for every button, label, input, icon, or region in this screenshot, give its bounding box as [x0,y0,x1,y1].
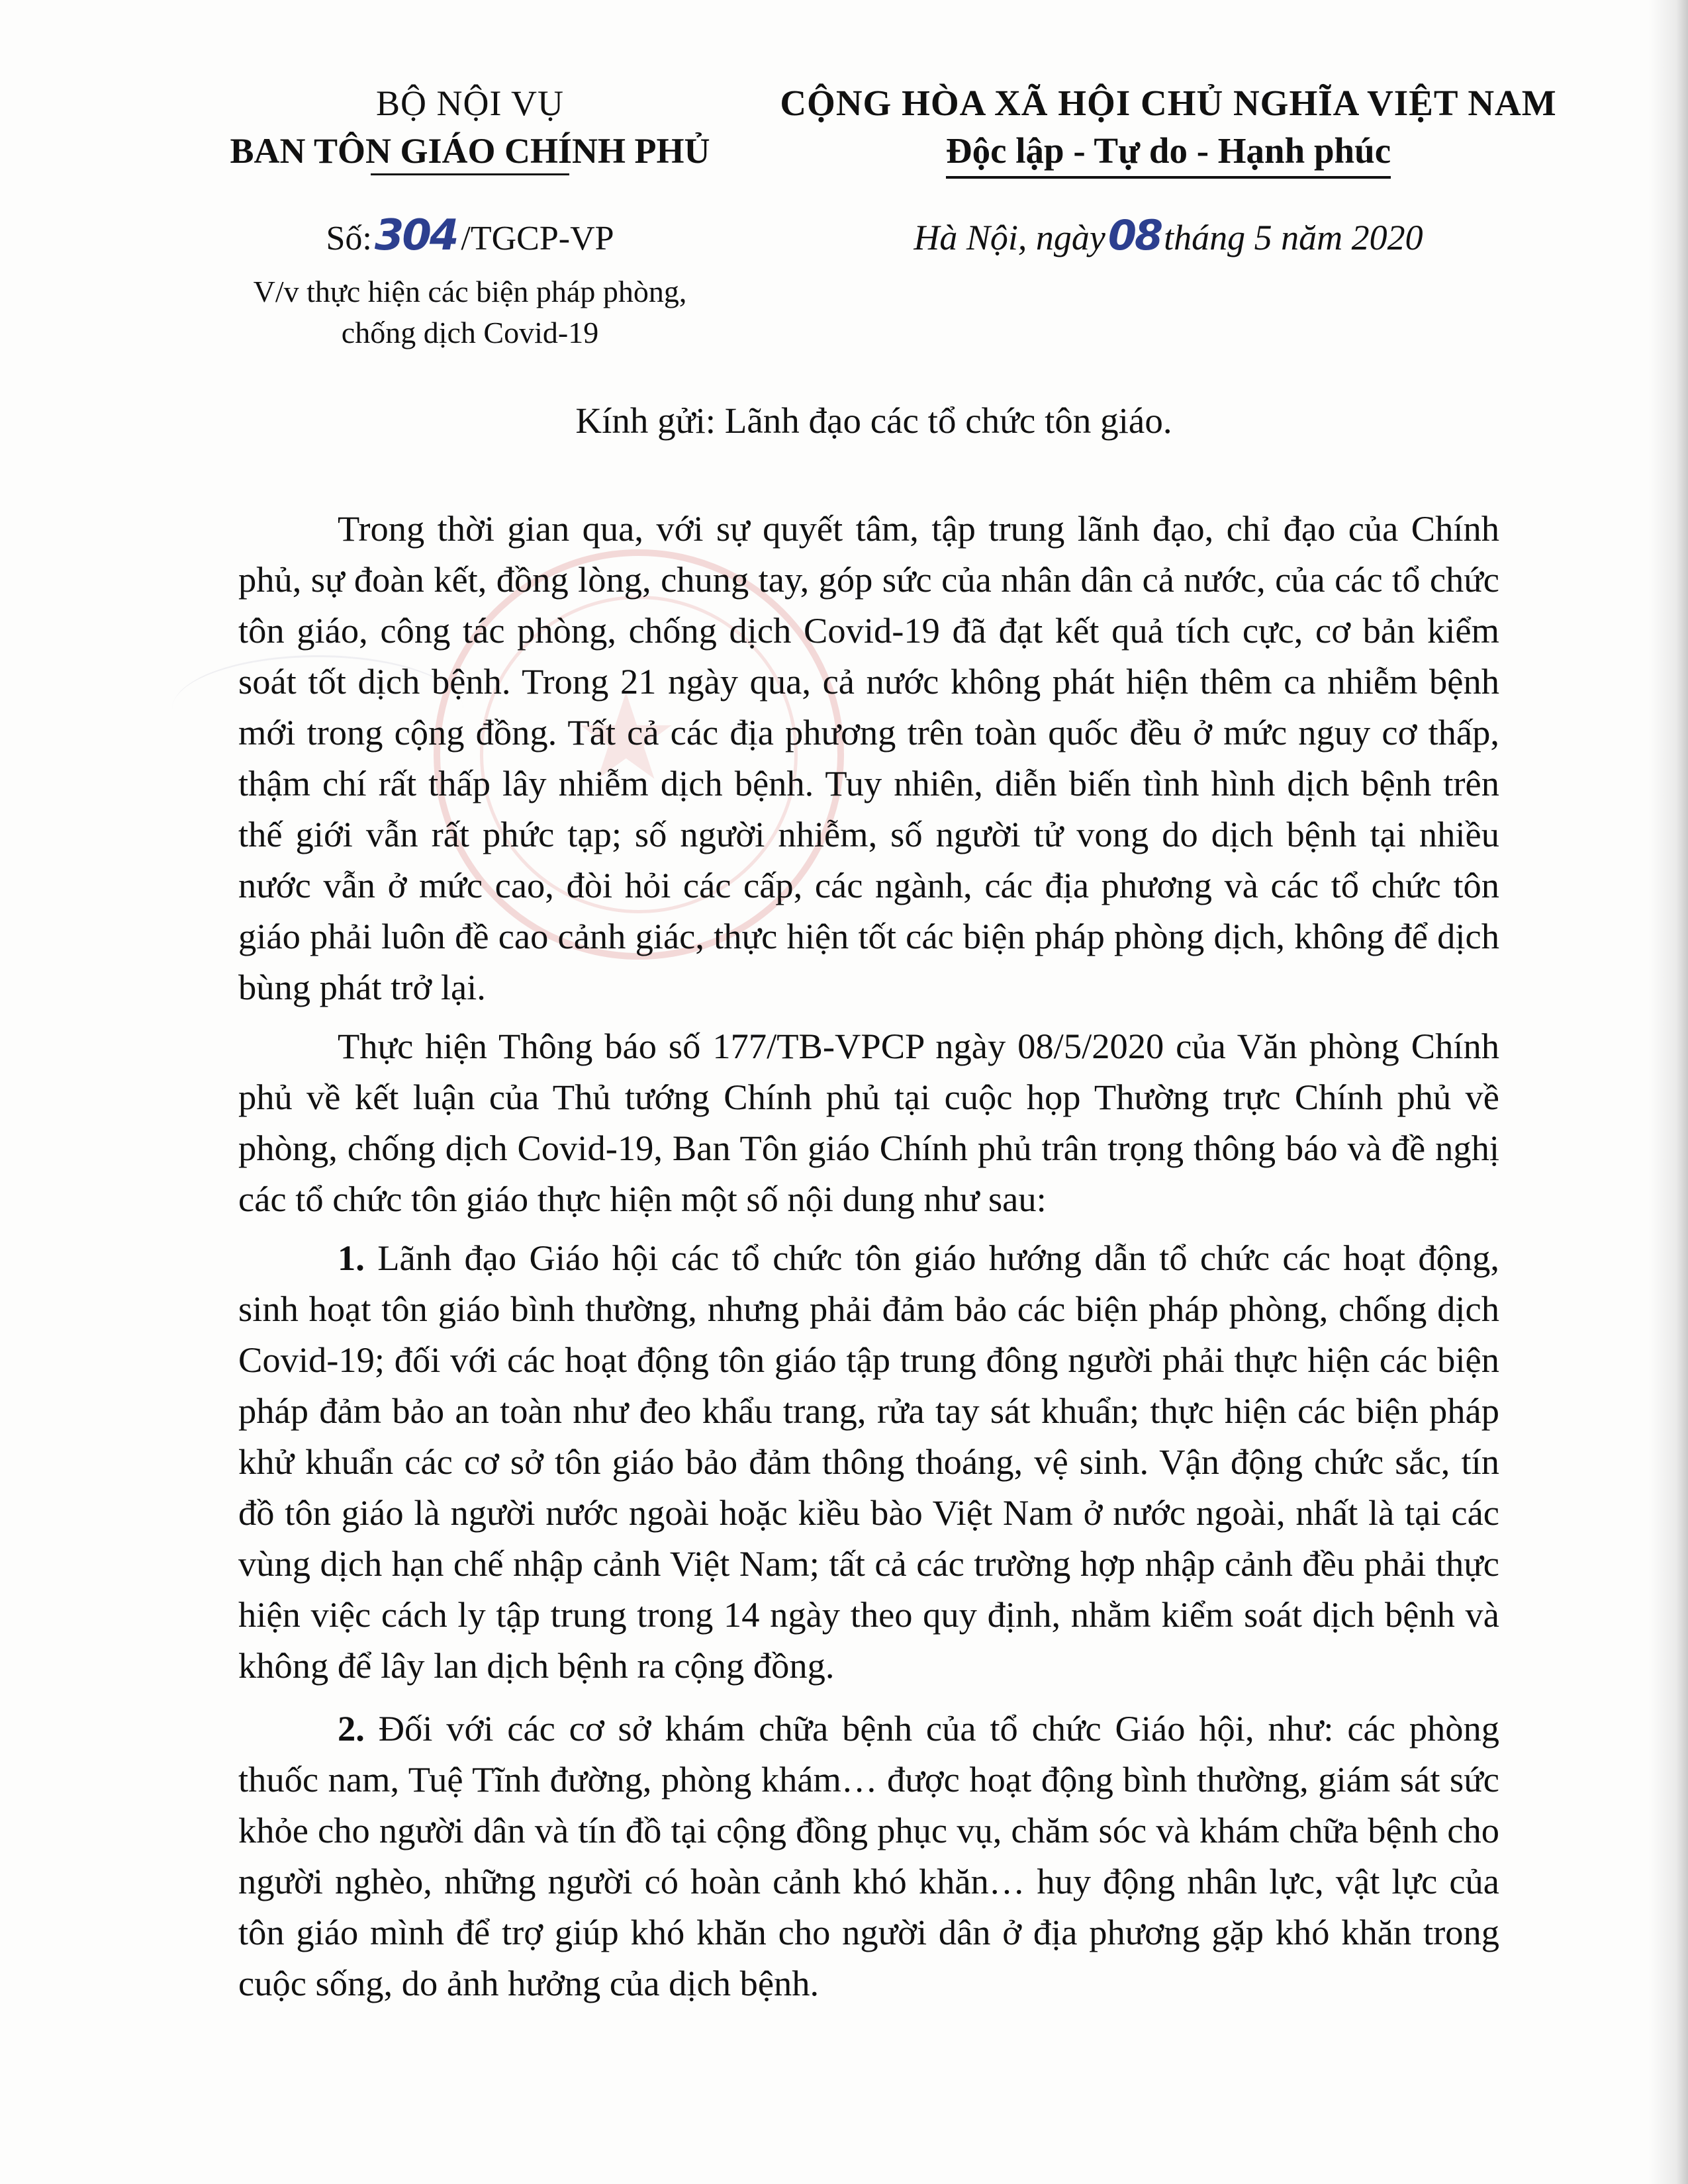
item-1-text: Lãnh đạo Giáo hội các tổ chức tôn giáo hướng dẫn tổ chức các hoạt động, sinh hoạt tôn giáo bình thường, nhưng phải đảm bảo các biện pháp phòng, chống dịch Covid-19; đối với các hoạt động tôn giáo tập trung đông người phải thực hiện các biện pháp đảm bảo an toàn như đeo khẩu trang, rửa tay sát khuẩn; thực hiện các biện pháp khử khuẩn các cơ sở tôn giáo bảo đảm thông thoáng, vệ sinh. Vận động chức sắc, tín đồ tôn giáo là người nước ngoài hoặc kiều bào Việt Nam ở nước ngoài, nhất là tại các vùng dịch hạn chế nhập cảnh Việt Nam; tất cả các trường hợp nhập cảnh đều phải thực hiện việc cách ly tập trung trong 14 ngày theo quy định, nhằm kiểm soát dịch bệnh và không để lây lan dịch bệnh ra cộng đồng. [238,1238,1499,1686]
subject-line-1: V/v thực hiện các biện pháp phòng, [253,275,687,308]
national-motto: Độc lập - Tự do - Hạnh phúc [946,127,1391,179]
document-number-prefix: Số: [326,220,372,257]
date-suffix: tháng 5 năm 2020 [1164,218,1423,257]
document-number [179,212,761,263]
scan-edge-shadow [1648,0,1688,2184]
national-title: CỘNG HÒA XÃ HỘI CHỦ NGHĨA VIỆT NAM [780,83,1557,123]
ministry-name: BỘ NỘI VỤ [375,83,564,123]
letter-body [238,503,1499,2017]
item-1-number: 1. [338,1238,365,1278]
issuing-agency-block [179,79,761,177]
agency-underline [371,173,569,175]
item-2-number: 2. [338,1708,365,1749]
date-day: 08 [1107,211,1162,259]
paragraph-intro: Trong thời gian qua, với sự quyết tâm, tập trung lãnh đạo, chỉ đạo của Chính phủ, sự đoàn kết, đồng lòng, chung tay, góp sức của nhân dân cả nước, của các tổ chức tôn giáo, công tác phòng, chống dịch Covid-19 đã đạt kết quả tích cực, cơ bản kiểm soát tốt dịch bệnh. Trong 21 ngày qua, cả nước không phát hiện thêm ca nhiễm bệnh mới trong cộng đồng. Tất cả các địa phương trên toàn quốc đều ở mức nguy cơ thấp, thậm chí rất thấp lây nhiễm dịch bệnh. Tuy nhiên, diễn biến tình hình dịch bệnh trên thế giới vẫn rất phức tạp; số người nhiễm, số người tử vong do dịch bệnh tại nhiều nước vẫn ở mức cao, đòi hỏi các cấp, các ngành, các địa phương và các tổ chức tôn giáo phải luôn đề cao cảnh giác, thực hiện tốt các biện pháp phòng dịch, không để dịch bùng phát trở lại. [238,508,1499,1007]
document-subject [179,271,761,353]
salutation: Kính gửi: Lãnh đạo các tổ chức tôn giáo. [575,400,1172,441]
date-prefix: Hà Nội, ngày [914,218,1105,257]
paragraph-basis: Thực hiện Thông báo số 177/TB-VPCP ngày 08/5/2020 của Văn phòng Chính phủ về kết luận của Thủ tướng Chính phủ tại cuộc họp Thường trực Chính phủ về phòng, chống dịch Covid-19, Ban Tôn giáo Chính phủ trân trọng thông báo và đề nghị các tổ chức tôn giáo thực hiện một số nội dung như sau: [238,1026,1499,1219]
national-title-block [761,79,1575,179]
document-number-value: 304 [374,211,457,260]
paragraph-item-2 [238,1703,1499,2009]
item-2-text: Đối với các cơ sở khám chữa bệnh của tổ chức Giáo hội, như: các phòng thuốc nam, Tuệ Tĩnh đường, phòng khám… được hoạt động bình thường, giám sát sức khỏe cho người dân và tín đồ tại cộng đồng phục vụ, chăm sóc và khám chữa bệnh cho người nghèo, những người có hoàn cảnh khó khăn… huy động nhân lực, vật lực của tôn giáo mình để trợ giúp khó khăn cho người dân ở địa phương gặp khó khăn trong cuộc sống, do ảnh hưởng của dịch bệnh. [238,1708,1500,2003]
agency-name: BAN TÔN GIÁO CHÍNH PHỦ [230,131,710,171]
place-and-date [761,212,1575,261]
paragraph-item-1 [238,1232,1499,1691]
document-number-suffix: /TGCP-VP [461,220,614,257]
seal-star-icon: ★ [573,668,680,807]
subject-line-2: chống dịch Covid-19 [341,316,599,349]
